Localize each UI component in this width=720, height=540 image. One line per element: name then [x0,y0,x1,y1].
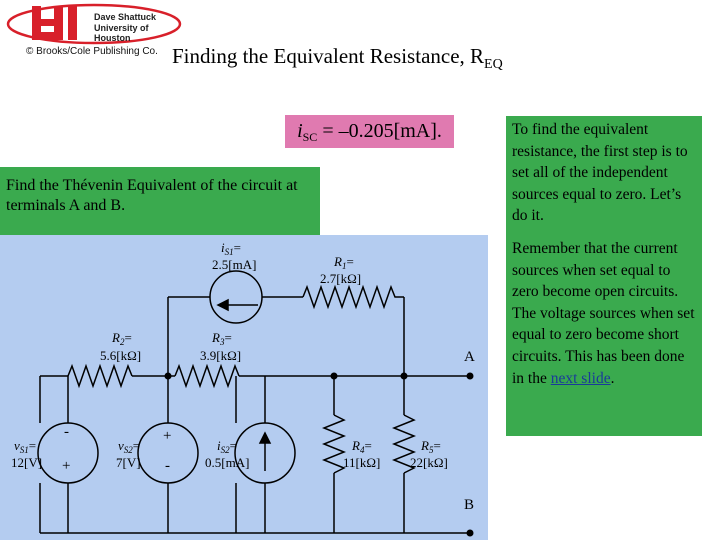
r4-eq: = [364,438,372,453]
isc-sub: SC [302,130,318,144]
notes-text-2-wrap [512,238,698,389]
isc-equation [285,115,454,148]
r4-sub: 4 [359,445,365,455]
is1-sub: S1 [224,247,234,257]
r3-value: 3.9[kΩ] [200,348,242,363]
is1-eq: = [233,240,241,255]
r1-name: R [334,254,342,269]
r5-sub: 5 [428,445,434,455]
vs2-name: v [118,438,124,453]
r3-label [212,331,232,349]
notes-text-2-end: . [610,369,615,387]
r5-eq: = [433,438,441,453]
university-logo [4,2,184,60]
prompt-box [0,167,320,235]
r2-eq: = [124,330,132,345]
vs2-minus: - [165,458,170,474]
is1-name: i [221,240,225,255]
is2-eq: = [229,438,237,453]
isc-var: i [297,120,303,142]
r3-eq: = [224,330,232,345]
vs2-eq: = [132,438,141,453]
is2-value: 0.5[mA] [205,455,250,470]
terminal-a: A [464,349,475,365]
r1-sub: 1 [341,261,347,271]
terminal-b: B [464,497,475,513]
circuit-wires [0,235,488,540]
r2-sub: 2 [119,337,125,347]
r4-name: R [352,438,360,453]
slide-title-text: Finding the Equivalent Resistance, R [172,44,485,68]
r2-label [112,331,132,349]
logo-university: University of Houston [94,23,149,43]
r3-sub: 3 [219,337,225,347]
is1-value: 2.5[mA] [212,257,257,272]
slide-title [172,44,503,73]
vs1-plus: + [62,458,71,474]
isc-value: = –0.205[mA]. [317,120,442,142]
vs1-value: 12[V] [11,455,43,470]
circuit-diagram [0,235,488,540]
prompt-text: Find the Thévenin Equivalent of the circuit at terminals A and B. [6,177,298,214]
r2-name: R [112,330,120,345]
vs2-plus: + [163,428,172,444]
vs1-name: v [14,438,20,453]
is2-sub: S2 [220,445,230,455]
vs2-value: 7[V] [116,455,141,470]
logo-copyright: © Brooks/Cole Publishing Co. [26,46,158,57]
notes-text-2: Remember that the current sources when set equal to zero become open circuits. The voltage sources when set equal to zero become short circuits. This has been done in the [512,240,695,387]
r5-value: 22[kΩ] [410,455,448,470]
slide-title-subscript: EQ [484,57,503,73]
notes-text-1: To find the equivalent resistance, the first step is to set all of the independent sources equal to zero. Let’s do it. [512,121,688,225]
vs2-sub: S2 [123,445,133,455]
vs1-sub: S1 [19,445,29,455]
vs1-minus: - [64,424,69,440]
logo-author: Dave Shattuck [94,12,157,22]
next-slide-link[interactable]: next slide [550,369,611,387]
notes-box [506,116,702,436]
vs1-eq: = [28,438,37,453]
r3-name: R [212,330,220,345]
is2-name: i [217,438,221,453]
r1-value: 2.7[kΩ] [320,271,362,286]
r4-value: 11[kΩ] [343,455,381,470]
r1-eq: = [346,254,354,269]
r5-name: R [421,438,429,453]
r2-value: 5.6[kΩ] [100,348,142,363]
